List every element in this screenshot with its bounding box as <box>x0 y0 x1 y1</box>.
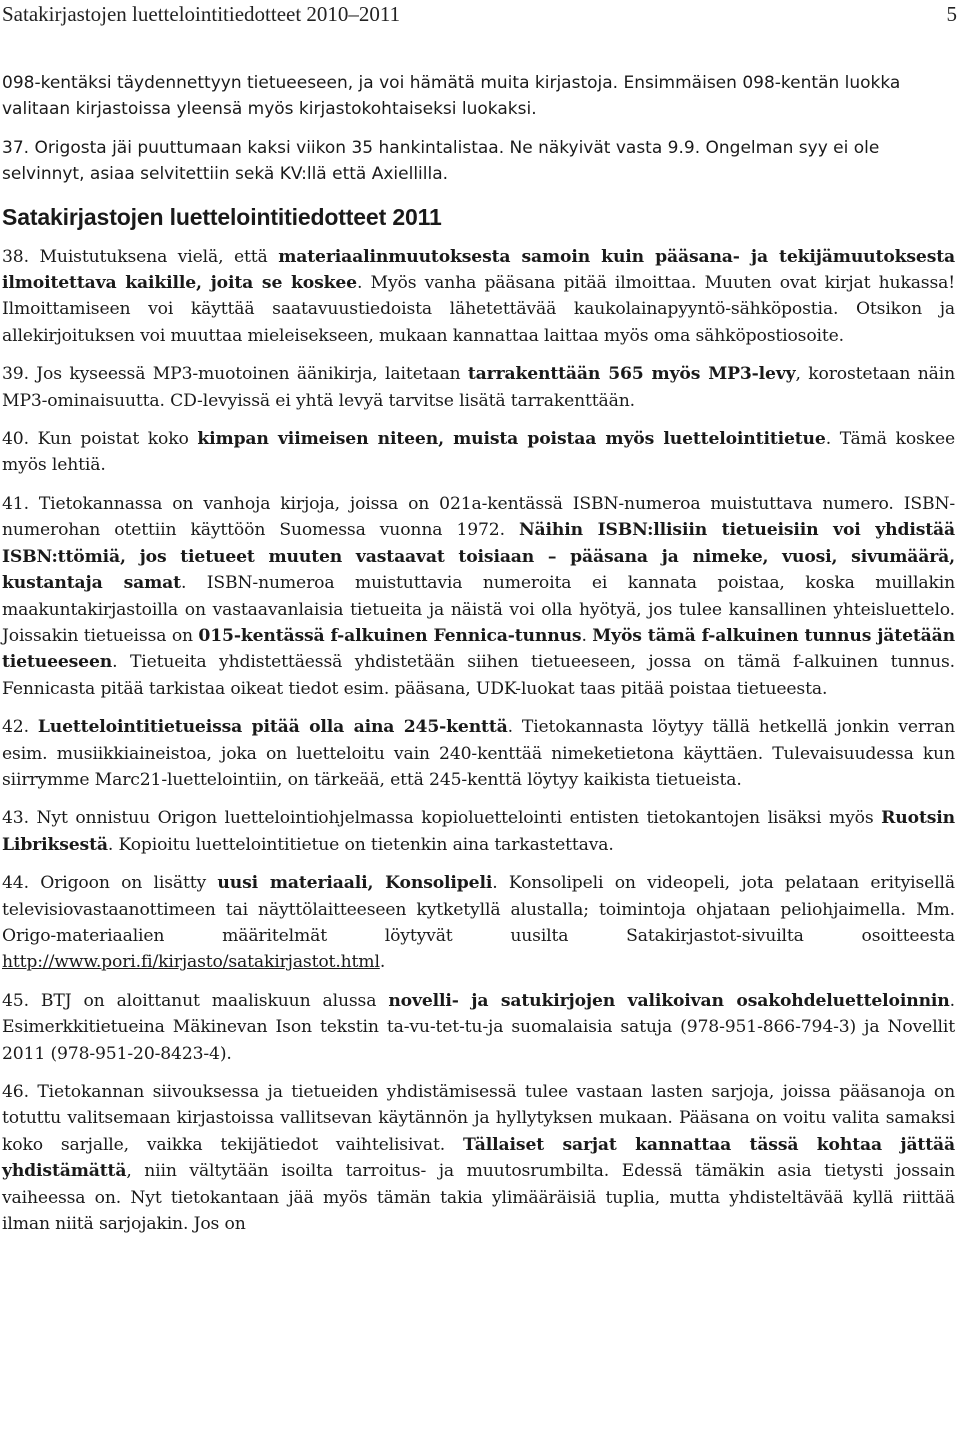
bold-text: kimpan viimeisen niteen, muista poistaa myös luettelointitietue <box>197 429 826 450</box>
text: . Tietueita yhdistettäessä yhdistetään siihen tietueeseen, jossa on tämä f-alkuinen tunnus. Fennicasta pitää tarkistaa oikeat tiedot esim. pääsana, UDK-luokat taas pitää poistaa tietueesta. <box>2 652 955 699</box>
bold-text: Myös tämä f-alkuinen tunnus jätetään tietueeseen <box>2 625 955 673</box>
text: . <box>379 952 386 973</box>
text: , niin vältytään isoilta tarroitus- ja muutosrumbilta. Edessä tämäkin asia tietysti jossain vaiheessa on. Nyt tietokantaan jää myös tämän takia ylimääräisiä tuplia, mutta yhdisteltävää kyllä riittää ilman niitä sarjojakin. Jos on <box>2 1161 955 1235</box>
paragraph-item-38 <box>2 244 955 350</box>
text: 40. Kun poistat koko <box>2 429 198 450</box>
text: 41. Tietokannassa on vanhoja kirjoja, joissa on 021a-kentässä ISBN-numeroa muistuttava numero. ISBN-numerohan otettiin käyttöön Suomessa vuonna 1972. <box>2 493 955 541</box>
text: . <box>581 625 593 646</box>
paragraph-item-39 <box>2 361 955 414</box>
bold-text: uusi materiaali, Konsolipeli <box>217 873 493 894</box>
text: 39. Jos kyseessä MP3-muotoinen äänikirja, laitetaan <box>2 364 468 385</box>
text: 42. <box>2 717 38 738</box>
text: . Tämä koskee myös lehtiä. <box>2 429 955 476</box>
text: . Kopioitu luettelointitietue on tietenkin aina tarkastettava. <box>107 834 614 855</box>
satakirjastot-link[interactable]: http://www.pori.fi/kirjasto/satakirjastot.html <box>2 952 380 973</box>
paragraph-intro-1: 098-kentäksi täydennettyyn tietueeseen, ja voi hämätä muita kirjastoja. Ensimmäisen 098-kentän luokka valitaan kirjastoissa yleensä myös kirjastokohtaiseksi luokaksi. <box>2 73 901 120</box>
text: . Esimerkkitietueina Mäkinevan Ison tekstin ta-vu-tet-tu-ja suomalaisia satuja (978-951-866-794-3) ja Novellit 2011 (978-951-20-8423-4). <box>2 990 955 1064</box>
paragraph-item-45 <box>2 988 955 1067</box>
text: 46. Tietokannan siivouksessa ja tietueiden yhdistämisessä tulee vastaan lasten sarjoja, joissa pääsanoja on totuttu valitsemaan kirjastoissa vallitsevan käytännön ja hyllytyksen mukaan. Pääsana on voitu valita samaksi koko sarjalle, vaikka tekijätiedot vaihtelisivat. <box>2 1082 955 1155</box>
paragraph-item-41 <box>2 491 955 702</box>
bold-text: tarrakenttään 565 myös MP3-levy <box>467 364 796 385</box>
text: 38. Muistutuksena vielä, että <box>2 246 279 267</box>
text: , korostetaan näin MP3-ominaisuutta. CD-levyissä ei yhtä levyä tarvitse lisätä tarrakenttään. <box>2 364 955 411</box>
page-number: 5 <box>946 2 957 26</box>
paragraph-item-43 <box>2 805 955 858</box>
text: . Tietokannasta löytyy tällä hetkellä jonkin verran esim. musiikkiaineistoa, joka on luetteloitu vain 240-kenttää nimeketietona käyttäen. Tulevaisuudessa kun siirrymme Marc21-luettelointiin, on tärkeää, että 245-kenttä löytyy kaikista tietueista. <box>2 717 955 790</box>
text: . ISBN-numeroa muistuttavia numeroita ei kannata poistaa, koska muillakin maakuntakirjastoilla on vastaavanlaisia tietueita ja näistä voi olla hyötyä, jos tulee kansallinen yhteisluettelo. Joissakin tietueissa on <box>2 573 955 646</box>
bold-text: Ruotsin Libriksestä <box>2 808 955 855</box>
header-title: Satakirjastojen luettelointitiedotteet 2010–2011 <box>2 2 401 26</box>
bold-text: materiaalinmuutoksesta samoin kuin pääsana- ja tekijämuutoksesta ilmoitettava kaikille, joita se koskee <box>2 246 956 294</box>
text: . Myös vanha pääsana pitää ilmoittaa. Muuten ovat kirjat hukassa! Ilmoittamiseen voi käyttää saatavuustiedoista lähetettävää kaukolainapyyntö-sähköpostia. Otsikon ja allekirjoituksen voi muuttaa mieleisekseen, mukaan kannattaa laittaa myös oma sähköpostiosoite. <box>2 273 956 346</box>
text: 45. BTJ on aloittanut maaliskuun alussa <box>2 990 389 1011</box>
document-body <box>2 70 955 1249</box>
text: . Konsolipeli on videopeli, jota pelataan erityisellä televisiovastaanottimeen tai näyttölaitteeseen kytketyllä alustalla; toimintoja ohjataan peliohjaimella. Mm. Origo-materiaalien määritelmät löytyvät uusilta Satakirjastot-sivuilta osoitteesta <box>2 873 955 946</box>
bold-text: Näihin ISBN:llisiin tietueisiin voi yhdistää ISBN:ttömiä, jos tietueet muuten vastaavat toisiaan – pääsana ja nimeke, vuosi, sivumäärä, kustantaja samat <box>2 520 955 594</box>
bold-text: Tällaiset sarjat kannattaa tässä kohtaa jättää yhdistämättä <box>2 1134 955 1182</box>
paragraph-item-46 <box>2 1079 955 1237</box>
paragraph-item-40 <box>2 426 955 479</box>
paragraph-item-42 <box>2 714 955 793</box>
bold-text: Luettelointitietueissa pitää olla aina 245-kenttä <box>37 717 508 738</box>
running-header <box>2 2 957 32</box>
bold-text: novelli- ja satukirjojen valikoivan osakohdeluetteloinnin <box>388 990 950 1011</box>
section-heading: Satakirjastojen luettelointitiedotteet 2011 <box>2 203 442 230</box>
paragraph-item-44 <box>2 870 955 976</box>
text: 44. Origoon on lisätty <box>2 873 218 894</box>
bold-text: 015-kentässä f-alkuinen Fennica-tunnus <box>198 625 582 646</box>
paragraph-item-37: 37. Origosta jäi puuttumaan kaksi viikon 35 hankintalistaa. Ne näkyivät vasta 9.9. Ongelman syy ei ole selvinnyt, asiaa selvitettiin sekä KV:llä että Axiellilla. <box>2 137 880 185</box>
text: 43. Nyt onnistuu Origon luettelointiohjelmassa kopioluettelointi entisten tietokantojen lisäksi myös <box>2 808 882 829</box>
